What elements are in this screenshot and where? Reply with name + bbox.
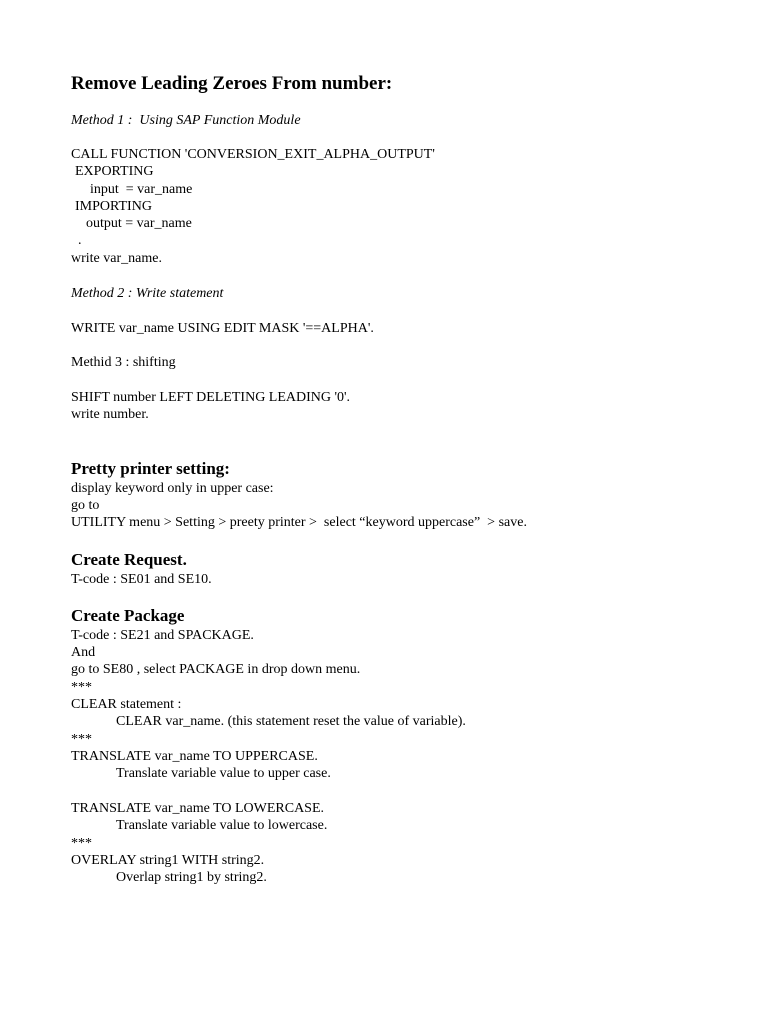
translate-lowercase: TRANSLATE var_name TO LOWERCASE.	[71, 801, 325, 816]
heading-create-request: Create Request.	[71, 550, 187, 569]
heading-pretty-printer: Pretty printer setting:	[71, 459, 230, 478]
translate-lowercase-desc: Translate variable value to lowercase.	[116, 818, 328, 833]
code-period: .	[78, 233, 82, 248]
create-package-tcode: T-code : SE21 and SPACKAGE.	[71, 628, 254, 643]
code-call-function: CALL FUNCTION 'CONVERSION_EXIT_ALPHA_OUTPUT'	[71, 147, 435, 162]
method-3-label: Methid 3 : shifting	[71, 355, 176, 370]
overlay-statement-desc: Overlap string1 by string2.	[116, 870, 267, 885]
create-package-and: And	[71, 645, 96, 660]
pretty-printer-line-3: UTILITY menu > Setting > preety printer > select “keyword uppercase” > save.	[71, 515, 527, 530]
code-importing: IMPORTING	[75, 199, 152, 214]
code-exporting: EXPORTING	[75, 164, 154, 179]
translate-uppercase: TRANSLATE var_name TO UPPERCASE.	[71, 749, 318, 764]
method-1-label: Method 1 : Using SAP Function Module	[71, 113, 301, 128]
clear-statement-desc: CLEAR var_name. (this statement reset the value of variable).	[116, 714, 466, 729]
pretty-printer-line-1: display keyword only in upper case:	[71, 481, 274, 496]
pretty-printer-line-2: go to	[71, 498, 100, 513]
code-output-param: output = var_name	[86, 216, 192, 231]
heading-remove-leading-zeroes: Remove Leading Zeroes From number:	[71, 73, 393, 94]
heading-create-package: Create Package	[71, 606, 185, 625]
translate-uppercase-desc: Translate variable value to upper case.	[116, 766, 331, 781]
method-2-label: Method 2 : Write statement	[71, 286, 224, 301]
code-write-edit-mask: WRITE var_name USING EDIT MASK '==ALPHA'.	[71, 321, 374, 336]
separator-stars-1: ***	[71, 680, 92, 695]
code-write-var: write var_name.	[71, 251, 162, 266]
separator-stars-2: ***	[71, 732, 92, 747]
clear-statement-label: CLEAR statement :	[71, 697, 182, 712]
overlay-statement: OVERLAY string1 WITH string2.	[71, 853, 265, 868]
separator-stars-3: ***	[71, 836, 92, 851]
code-shift: SHIFT number LEFT DELETING LEADING '0'.	[71, 390, 351, 405]
create-package-se80: go to SE80 , select PACKAGE in drop down menu.	[71, 662, 361, 677]
code-write-number: write number.	[71, 407, 149, 422]
create-request-tcode: T-code : SE01 and SE10.	[71, 572, 212, 587]
code-input-param: input = var_name	[90, 182, 193, 197]
